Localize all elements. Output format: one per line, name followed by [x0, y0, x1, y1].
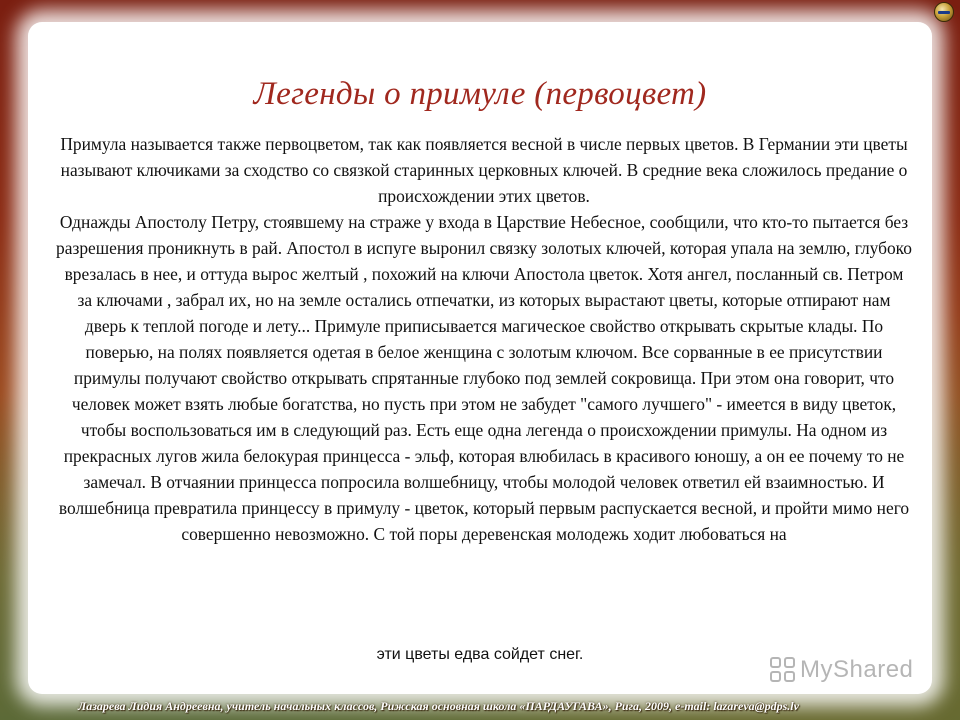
- watermark-text: MyShared: [800, 656, 914, 683]
- globe-badge-icon[interactable]: [934, 2, 954, 22]
- slide-title: Легенды о примуле (первоцвет): [253, 76, 707, 112]
- myshared-watermark: [770, 656, 913, 684]
- myshared-logo-icon: [770, 657, 796, 683]
- slide-body: [56, 131, 912, 547]
- body-paragraph-legend: Однажды Апостолу Петру, стоявшему на страже у входа в Царствие Небесное, сообщили, что кто-то пытается без разрешения проникнуть в рай. Апостол в испуге выронил связку золотых ключей, которая упала на землю, глубоко врезалась в нее, и оттуда вырос желтый , похожий на ключи Апостола цветок. Хотя ангел, посланный св. Петром за ключами , забрал их, но на земле остались отпечатки, из которых вырастают цветы, которые отпирают нам дверь к теплой погоде и лету... Примуле приписывается магическое свойство открывать скрытые клады. По поверью, на полях появляется одетая в белое женщина с золотым ключом. Все сорванные в ее присутствии примулы получают свойство открывать спрятанные глубоко под землей сокровища. При этом она говорит, что человек может взять любые богатства, но пусть при этом не забудет "самого лучшего" - имеется в виду цветок, чтобы воспользоваться им в следующий раз. Есть еще одна легенда о происхождении примулы. На одном из прекрасных лугов жила белокурая принцесса - эльф, которая влюбилась в красивого юношу, а он ее почему то не замечал. В отчаянии принцесса попросила волшебницу, чтобы молодой человек ответил ей взаимностью. И волшебница превратила принцессу в примулу - цветок, который первым распускается весной, и пройти мимо него совершенно невозможно. С той поры деревенская молодежь ходит любоваться на: [56, 212, 912, 544]
- body-final-line: эти цветы едва сойдет снег.: [376, 646, 584, 663]
- body-paragraph-intro: Примула называется также первоцветом, так как появляется весной в числе первых цветов. В Германии эти цветы называют ключиками за сходство со связкой старинных церковных ключей. В средние века сложилось предание о происхождении этих цветов.: [60, 134, 908, 206]
- author-footer: Лазарева Лидия Андреевна, учитель начальных классов, Рижская основная школа «ПАРДАУГАВА», Рига, 2009, e-mail: lazareva@pdps.lv: [78, 699, 799, 713]
